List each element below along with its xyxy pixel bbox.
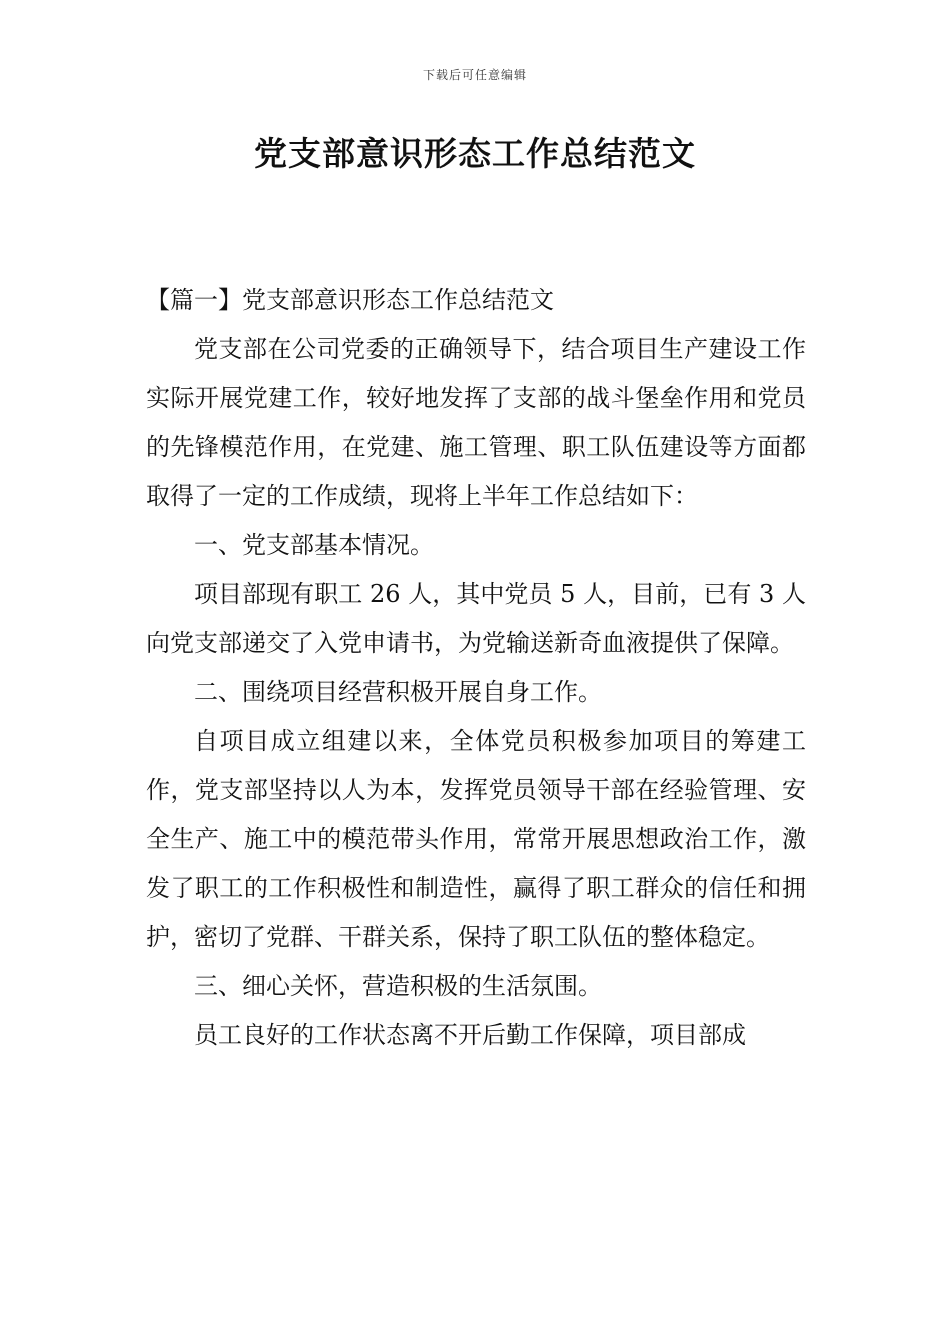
- document-body: [146, 276, 806, 1060]
- page-header-note: 下载后可任意编辑: [422, 68, 527, 82]
- subheading-care-atmosphere: 三、细心关怀，营造积极的生活氛围。: [194, 972, 602, 1000]
- subheading-project-operation: 二、围绕项目经营积极开展自身工作。: [194, 678, 602, 706]
- paragraph-intro: 党支部在公司党委的正确领导下，结合项目生产建设工作实际开展党建工作，较好地发挥了支部的战斗堡垒作用和党员的先锋模范作用，在党建、施工管理、职工队伍建设等方面都取得了一定的工作成绩，现将上半年工作总结如下：: [146, 335, 806, 510]
- paragraph-logistics: 员工良好的工作状态离不开后勤工作保障，项目部成: [194, 1021, 746, 1049]
- section-heading: 【篇一】党支部意识形态工作总结范文: [146, 286, 554, 314]
- paragraph-party-members-work: 自项目成立组建以来，全体党员积极参加项目的筹建工作，党支部坚持以人为本，发挥党员领导干部在经验管理、安全生产、施工中的模范带头作用，常常开展思想政治工作，激发了职工的工作积极性和制造性，赢得了职工群众的信任和拥护，密切了党群、干群关系，保持了职工队伍的整体稳定。: [146, 727, 806, 951]
- paragraph-staff-count: 项目部现有职工 26 人，其中党员 5 人，目前，已有 3 人向党支部递交了入党申请书，为党输送新奇血液提供了保障。: [146, 580, 806, 657]
- subheading-basic-situation: 一、党支部基本情况。: [194, 531, 434, 559]
- document-title: 党支部意识形态工作总结范文: [254, 134, 696, 173]
